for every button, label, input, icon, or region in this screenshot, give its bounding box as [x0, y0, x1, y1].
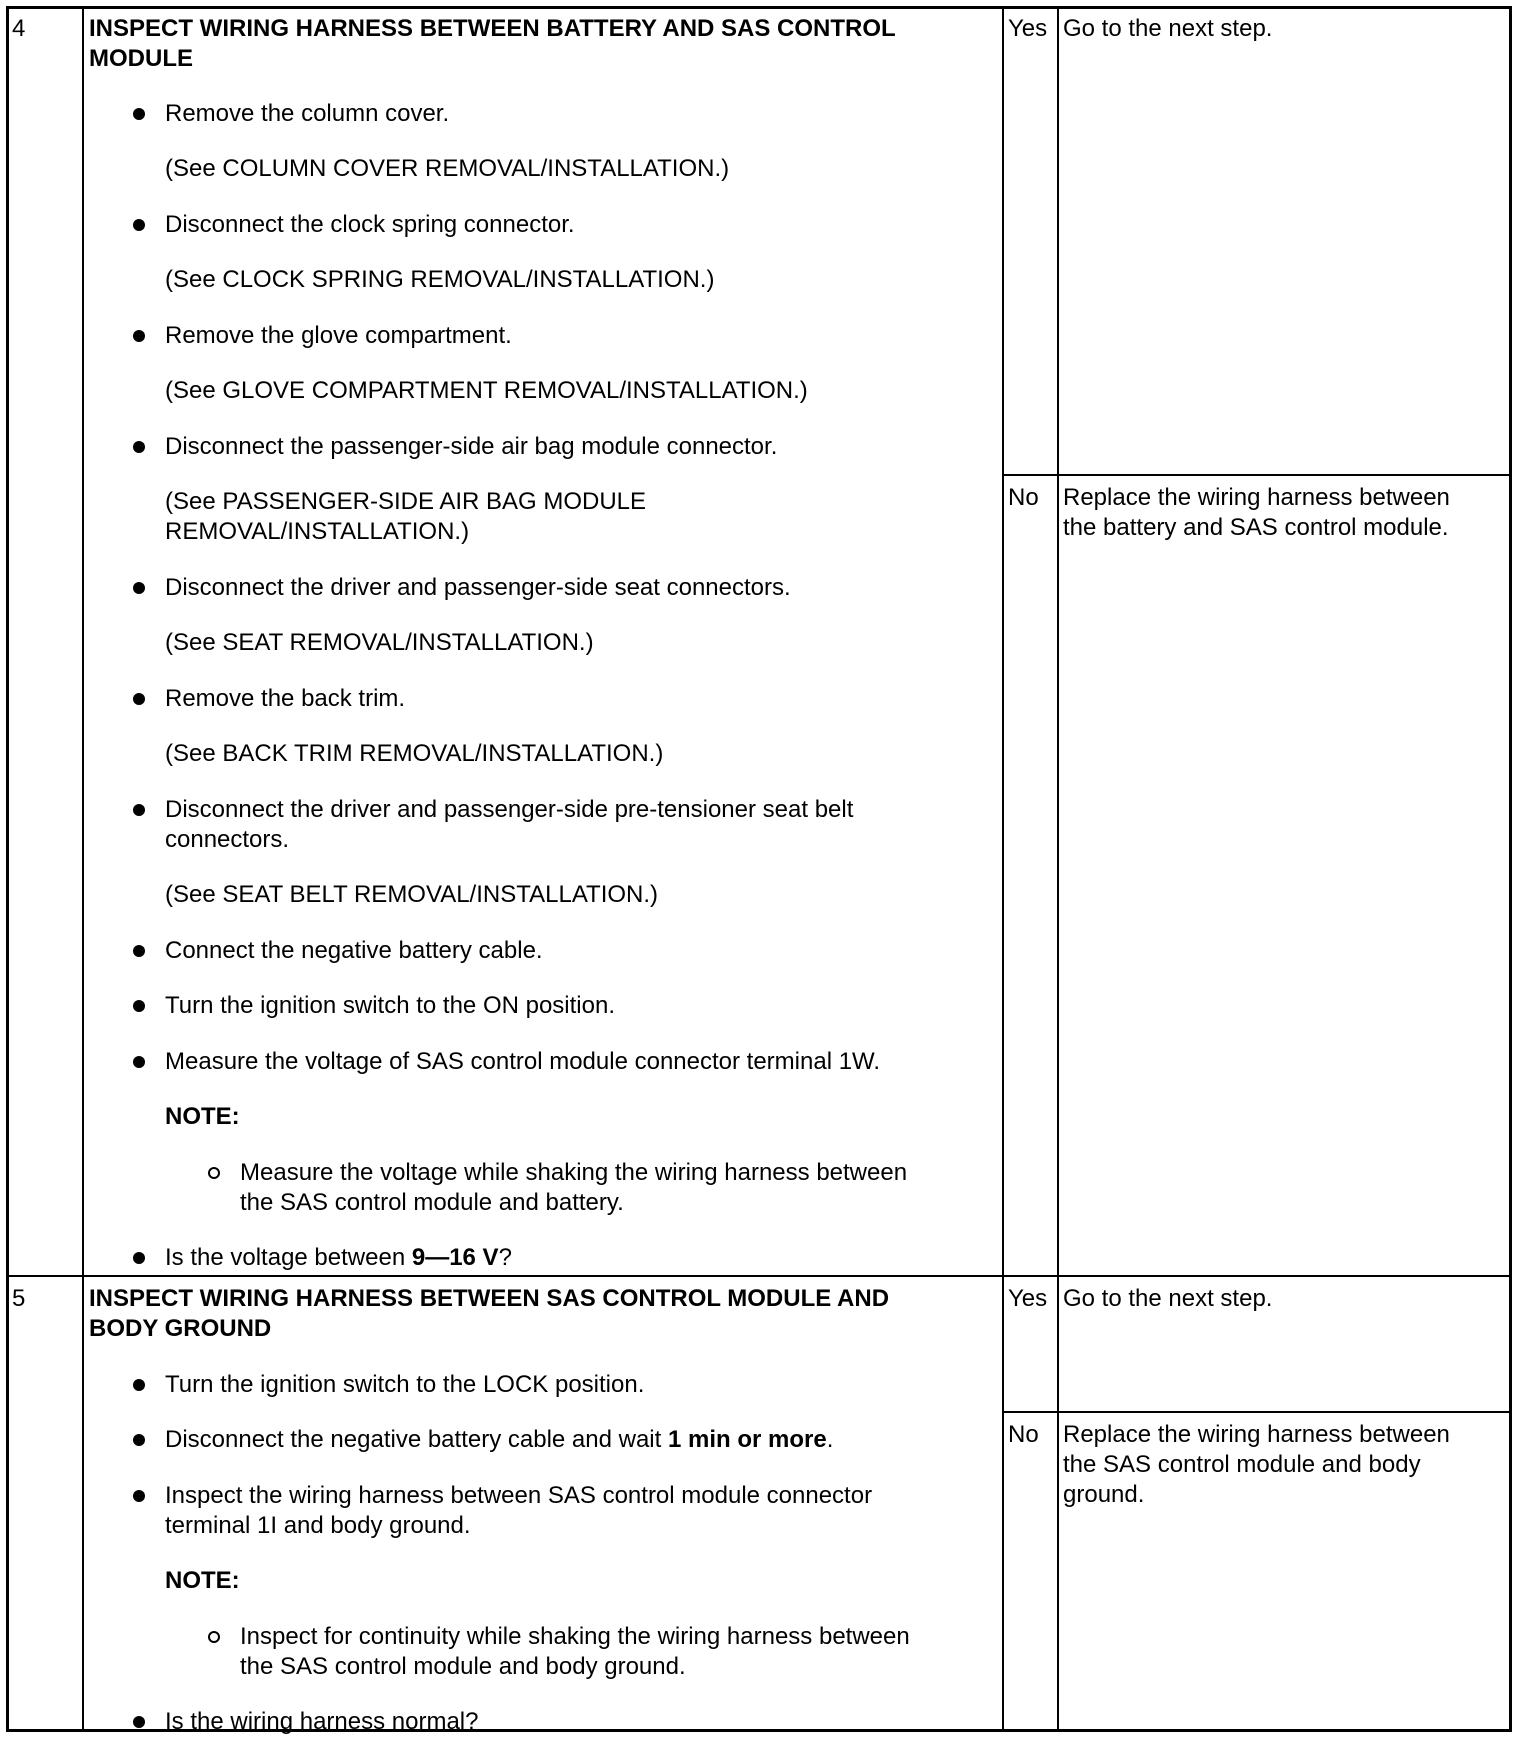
no-action: ground. — [1063, 1481, 1145, 1508]
bullet-icon — [133, 1716, 145, 1728]
reference-link: (See GLOVE COMPARTMENT REMOVAL/INSTALLATION.) — [165, 377, 808, 404]
column-divider-step — [82, 6, 84, 1732]
yes-action: Go to the next step. — [1063, 15, 1273, 42]
step-instruction: terminal 1I and body ground. — [165, 1512, 471, 1539]
yes-label: Yes — [1008, 1285, 1048, 1312]
no-action: Replace the wiring harness between — [1063, 484, 1450, 511]
note-text: the SAS control module and battery. — [240, 1189, 624, 1216]
note-label: NOTE: — [165, 1567, 240, 1594]
step-instruction: Disconnect the driver and passenger-side pre-tensioner seat belt — [165, 796, 854, 823]
bullet-icon — [133, 219, 145, 231]
bullet-icon — [133, 330, 145, 342]
bullet-icon — [133, 582, 145, 594]
reference-link: (See CLOCK SPRING REMOVAL/INSTALLATION.) — [165, 266, 715, 293]
no-label: No — [1008, 484, 1039, 511]
reference-link: (See SEAT BELT REMOVAL/INSTALLATION.) — [165, 881, 659, 908]
yes-label: Yes — [1008, 15, 1048, 42]
step-instruction: Disconnect the passenger-side air bag module connector. — [165, 433, 778, 460]
step-instruction: connectors. — [165, 826, 290, 853]
step-title: MODULE — [89, 45, 193, 72]
step-instruction: Disconnect the clock spring connector. — [165, 211, 575, 238]
step-instruction: Connect the negative battery cable. — [165, 937, 543, 964]
bullet-icon — [133, 1000, 145, 1012]
step-question: Is the voltage between 9—16 V? — [165, 1244, 512, 1271]
bullet-icon — [133, 693, 145, 705]
step-number: 4 — [12, 15, 26, 42]
step-instruction: Turn the ignition switch to the LOCK position. — [165, 1371, 645, 1398]
step-instruction: Turn the ignition switch to the ON position. — [165, 992, 615, 1019]
step-title: INSPECT WIRING HARNESS BETWEEN SAS CONTROL MODULE AND — [89, 1285, 890, 1312]
bullet-icon — [133, 1056, 145, 1068]
note-text: Inspect for continuity while shaking the wiring harness between — [240, 1623, 910, 1650]
note-text: Measure the voltage while shaking the wiring harness between — [240, 1159, 908, 1186]
step-instruction: Remove the column cover. — [165, 100, 450, 127]
reference-link: (See SEAT REMOVAL/INSTALLATION.) — [165, 629, 594, 656]
yes-action: Go to the next step. — [1063, 1285, 1273, 1312]
reference-link: (See PASSENGER-SIDE AIR BAG MODULE — [165, 488, 647, 515]
step-instruction: Disconnect the negative battery cable and wait 1 min or more. — [165, 1426, 834, 1453]
bullet-icon — [133, 1434, 145, 1446]
step-instruction: Inspect the wiring harness between SAS control module connector — [165, 1482, 873, 1509]
bullet-icon — [133, 108, 145, 120]
bullet-icon — [133, 1490, 145, 1502]
yes-no-divider-step5 — [1002, 1411, 1512, 1413]
step-instruction: Remove the glove compartment. — [165, 322, 512, 349]
no-action: the battery and SAS control module. — [1063, 514, 1449, 541]
sub-bullet-icon — [208, 1167, 220, 1179]
step-instruction: Remove the back trim. — [165, 685, 406, 712]
reference-link: (See COLUMN COVER REMOVAL/INSTALLATION.) — [165, 155, 730, 182]
bullet-icon — [133, 441, 145, 453]
bullet-icon — [133, 1252, 145, 1264]
reference-link: (See BACK TRIM REMOVAL/INSTALLATION.) — [165, 740, 664, 767]
note-label: NOTE: — [165, 1103, 240, 1130]
no-action: Replace the wiring harness between — [1063, 1421, 1450, 1448]
step-title: BODY GROUND — [89, 1315, 272, 1342]
step-instruction: Disconnect the driver and passenger-side seat connectors. — [165, 574, 791, 601]
note-text: the SAS control module and body ground. — [240, 1653, 686, 1680]
step-number: 5 — [12, 1285, 26, 1312]
bullet-icon — [133, 1379, 145, 1391]
sub-bullet-icon — [208, 1631, 220, 1643]
row-divider-step5 — [6, 1275, 1512, 1277]
bullet-icon — [133, 945, 145, 957]
no-action: the SAS control module and body — [1063, 1451, 1421, 1478]
column-divider-action — [1057, 6, 1059, 1732]
reference-link: REMOVAL/INSTALLATION.) — [165, 518, 470, 545]
bullet-icon — [133, 804, 145, 816]
step-title: INSPECT WIRING HARNESS BETWEEN BATTERY AND SAS CONTROL — [89, 15, 896, 42]
no-label: No — [1008, 1421, 1039, 1448]
step-instruction: Measure the voltage of SAS control module connector terminal 1W. — [165, 1048, 881, 1075]
step-question: Is the wiring harness normal? — [165, 1708, 479, 1735]
yes-no-divider-step4 — [1002, 474, 1512, 476]
column-divider-result — [1002, 6, 1004, 1732]
